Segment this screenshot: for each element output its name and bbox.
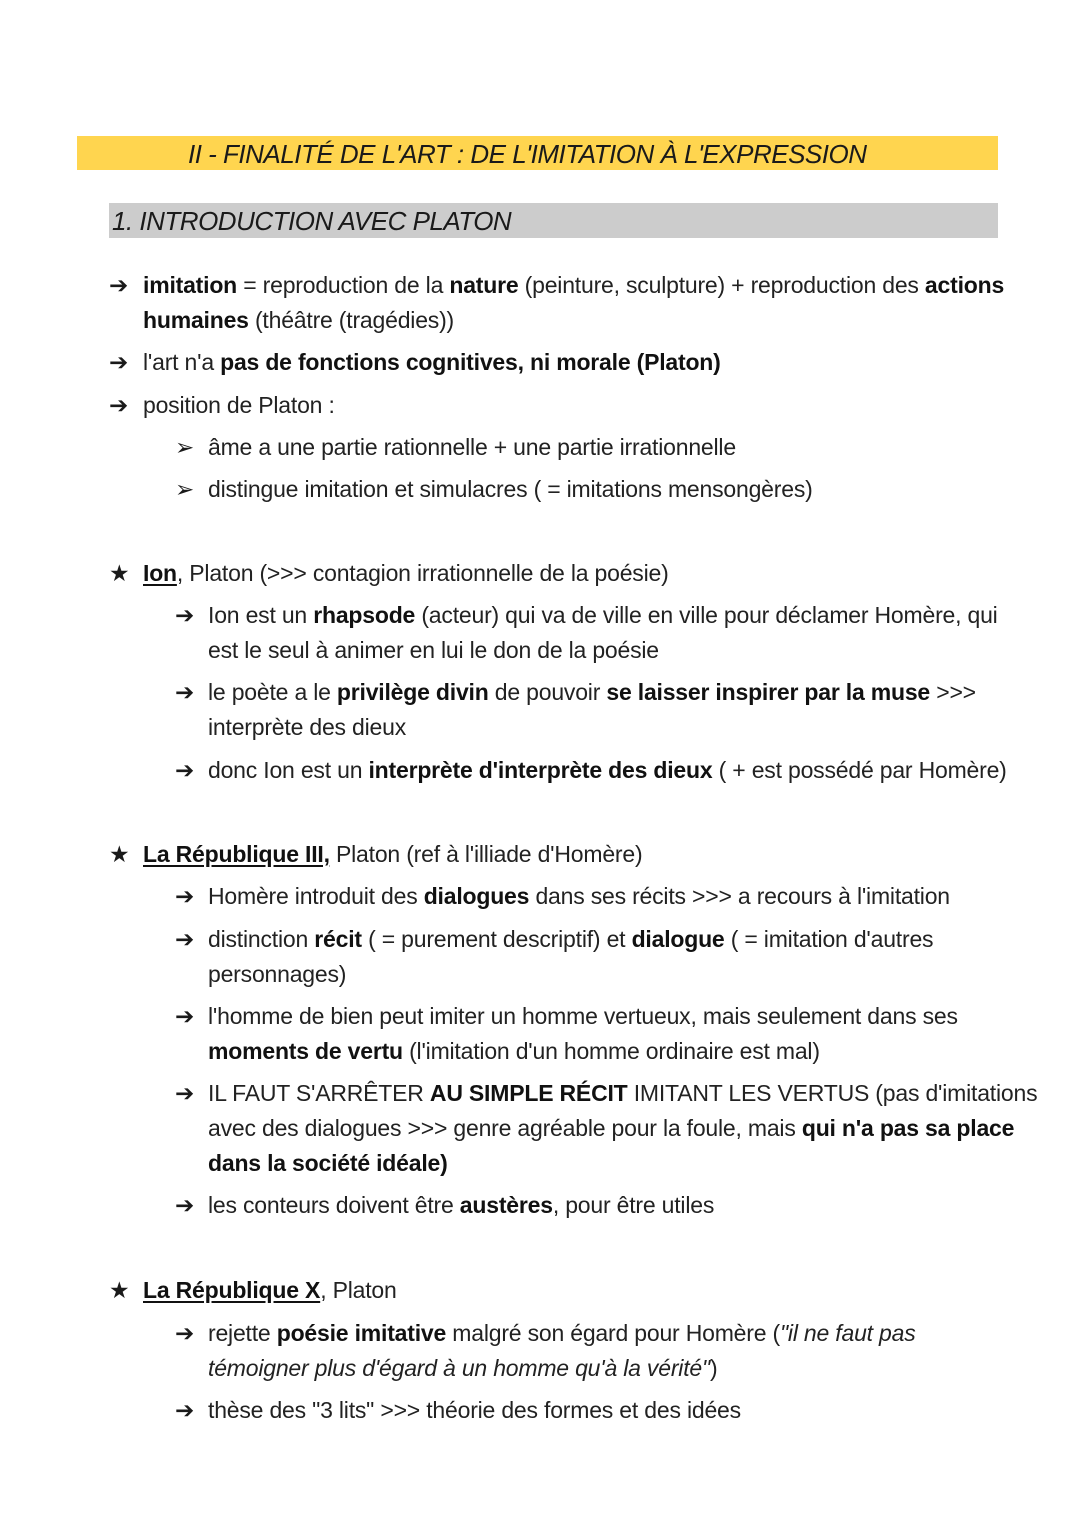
rep10-point-1-cont: témoigner plus d'égard à un homme qu'à la vérité") xyxy=(208,1355,718,1381)
arrow-icon: ➔ xyxy=(175,1320,195,1346)
page-title: II - FINALITÉ DE L'ART : DE L'IMITATION À L'EXPRESSION xyxy=(188,139,867,169)
rep3-point-1: Homère introduit des dialogues dans ses récits >>> a recours à l'imitation xyxy=(208,883,950,909)
arrow-icon: ➔ xyxy=(109,349,129,375)
rep3-point-4: IL FAUT S'ARRÊTER AU SIMPLE RÉCIT IMITANT LES VERTUS (pas d'imitations xyxy=(208,1080,1038,1106)
arrow-icon: ➔ xyxy=(175,602,195,628)
ion-point-2: le poète a le privilège divin de pouvoir se laisser inspirer par la muse >>> xyxy=(208,679,976,705)
arrow-icon: ➔ xyxy=(109,392,129,418)
star-icon: ★ xyxy=(109,841,130,867)
arrow-icon: ➔ xyxy=(175,883,195,909)
star-icon: ★ xyxy=(109,560,130,586)
intro-bullet-1-cont: humaines (théâtre (tragédies)) xyxy=(143,307,455,333)
rep3-point-3: l'homme de bien peut imiter un homme vertueux, mais seulement dans ses xyxy=(208,1003,958,1029)
arrow-icon: ➔ xyxy=(175,926,195,952)
rep3-point-4-cont: avec des dialogues >>> genre agréable pour la foule, mais qui n'a pas sa place xyxy=(208,1115,1015,1141)
ion-point-2-cont: interprète des dieux xyxy=(208,714,407,740)
arrow-icon: ➔ xyxy=(109,272,129,298)
intro-bullet-3: position de Platon : xyxy=(143,392,335,418)
rep10-point-1: rejette poésie imitative malgré son égard pour Homère ("il ne faut pas xyxy=(208,1320,916,1346)
chevron-icon: ➢ xyxy=(175,476,195,502)
rep3-point-2-cont: personnages) xyxy=(208,961,347,987)
rep3-point-3-cont: moments de vertu (l'imitation d'un homme ordinaire est mal) xyxy=(208,1038,820,1064)
intro-bullet-1: imitation = reproduction de la nature (peinture, sculpture) + reproduction des actions xyxy=(143,272,1005,298)
rep3-heading: La République III, Platon (ref à l'illiade d'Homère) xyxy=(143,841,643,867)
ion-point-1-cont: est le seul à animer en lui le don de la poésie xyxy=(208,637,659,663)
intro-sub-1: âme a une partie rationnelle + une partie irrationnelle xyxy=(208,434,736,460)
ion-point-1: Ion est un rhapsode (acteur) qui va de ville en ville pour déclamer Homère, qui xyxy=(208,602,998,628)
star-icon: ★ xyxy=(109,1277,130,1303)
arrow-icon: ➔ xyxy=(175,1397,195,1423)
intro-sub-2: distingue imitation et simulacres ( = imitations mensongères) xyxy=(208,476,813,502)
arrow-icon: ➔ xyxy=(175,1003,195,1029)
intro-bullet-2: l'art n'a pas de fonctions cognitives, ni morale (Platon) xyxy=(143,349,721,375)
rep10-point-2: thèse des "3 lits" >>> théorie des formes et des idées xyxy=(208,1397,741,1423)
rep3-point-5: les conteurs doivent être austères, pour être utiles xyxy=(208,1192,715,1218)
rep10-heading: La République X, Platon xyxy=(143,1277,397,1303)
arrow-icon: ➔ xyxy=(175,1080,195,1106)
arrow-icon: ➔ xyxy=(175,757,195,783)
arrow-icon: ➔ xyxy=(175,679,195,705)
chevron-icon: ➢ xyxy=(175,434,195,460)
rep3-point-4-cont2: dans la société idéale) xyxy=(208,1150,448,1176)
rep3-point-2: distinction récit ( = purement descriptif) et dialogue ( = imitation d'autres xyxy=(208,926,934,952)
arrow-icon: ➔ xyxy=(175,1192,195,1218)
ion-point-3: donc Ion est un interprète d'interprète des dieux ( + est possédé par Homère) xyxy=(208,757,1007,783)
ion-heading: Ion, Platon (>>> contagion irrationnelle de la poésie) xyxy=(143,560,669,586)
section-heading: 1. INTRODUCTION AVEC PLATON xyxy=(112,206,512,236)
